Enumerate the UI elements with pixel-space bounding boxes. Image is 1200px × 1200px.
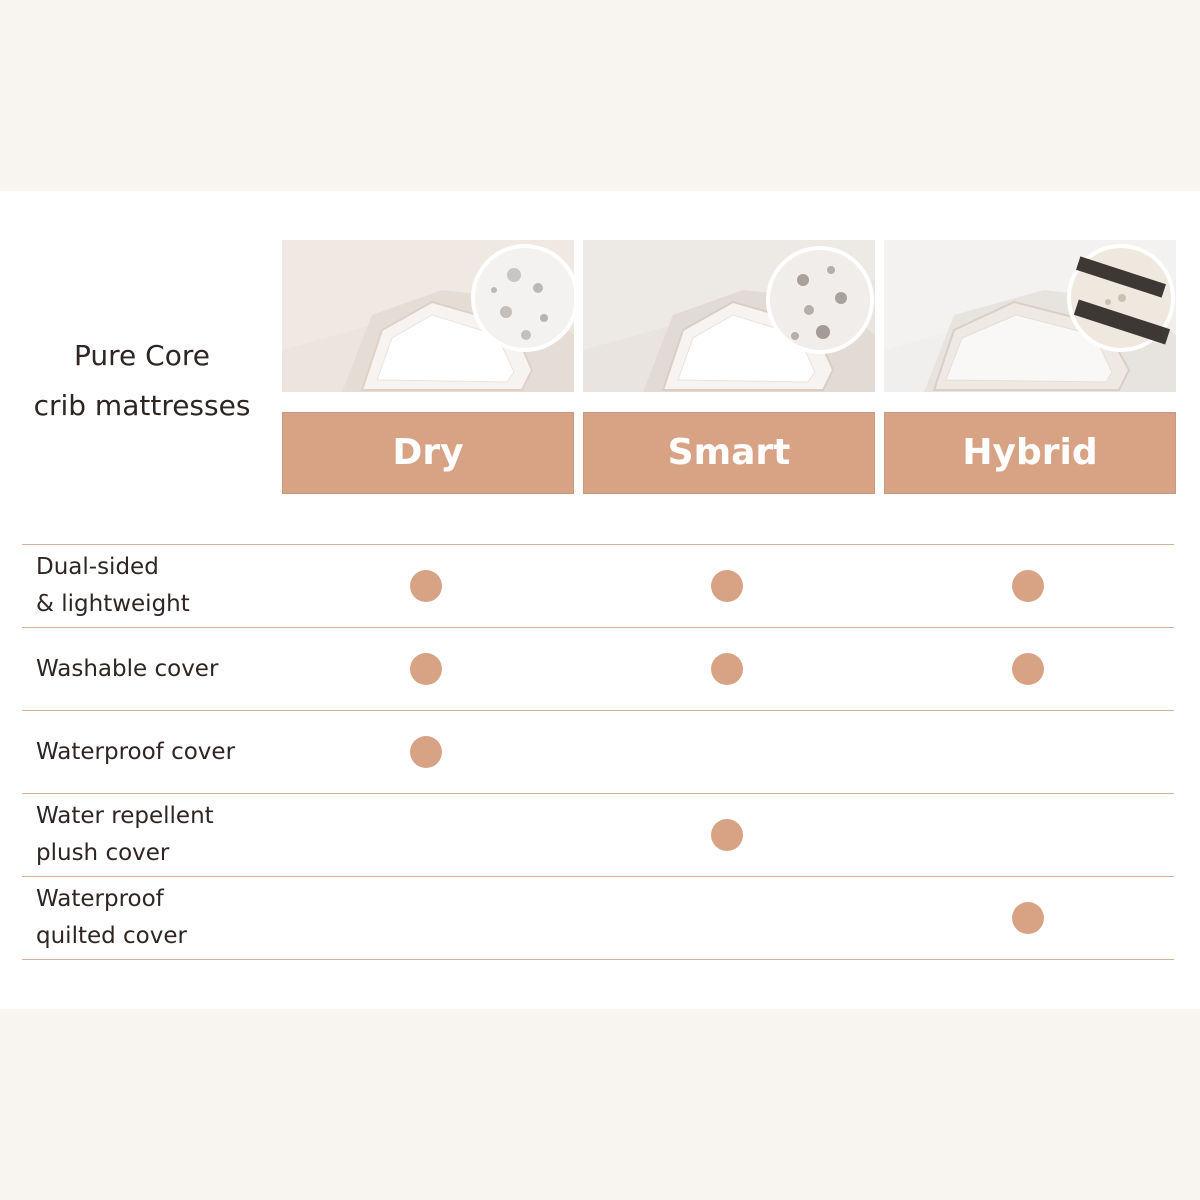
product-hybrid [884,240,1176,494]
hybrid-available-dot [1012,653,1044,685]
title-line-2: crib mattresses [33,389,251,422]
smart-available-dot [711,819,743,851]
comparison-panel [0,191,1200,1009]
table-row [22,876,1174,960]
mattress-hybrid-image [884,240,1176,392]
feature-label [36,711,235,793]
feature-label [36,794,214,876]
dry-available-dot [410,736,442,768]
feature-label-line: plush cover [36,840,170,866]
feature-label [36,628,218,710]
table-row [22,627,1174,710]
hybrid-available-dot [1012,570,1044,602]
dry-available-dot [410,653,442,685]
feature-label-line: quilted cover [36,923,187,949]
feature-label-line: & lightweight [36,591,190,617]
feature-label-line: Waterproof [36,886,164,912]
mattress-dry-image [282,240,574,392]
feature-label [36,877,187,959]
page-title [22,331,262,431]
smart-available-dot [711,570,743,602]
dry-available-dot [410,570,442,602]
table-row [22,710,1174,793]
product-smart [583,240,875,494]
feature-table [22,544,1174,960]
feature-label-line: Washable cover [36,655,219,682]
hybrid-available-dot [1012,902,1044,934]
title-line-1: Pure Core [74,339,210,372]
smart-available-dot [711,653,743,685]
mattress-smart-image [583,240,875,392]
product-tab-smart[interactable]: Smart [583,412,875,494]
product-dry [282,240,574,494]
product-tab-dry[interactable]: Dry [282,412,574,494]
feature-label-line: Dual-sided [36,554,159,580]
product-tab-hybrid[interactable]: Hybrid [884,412,1176,494]
table-row [22,793,1174,876]
feature-label-line: Water repellent [36,803,214,829]
table-row [22,544,1174,627]
feature-label-line: Waterproof cover [36,738,236,765]
feature-label [36,545,190,627]
